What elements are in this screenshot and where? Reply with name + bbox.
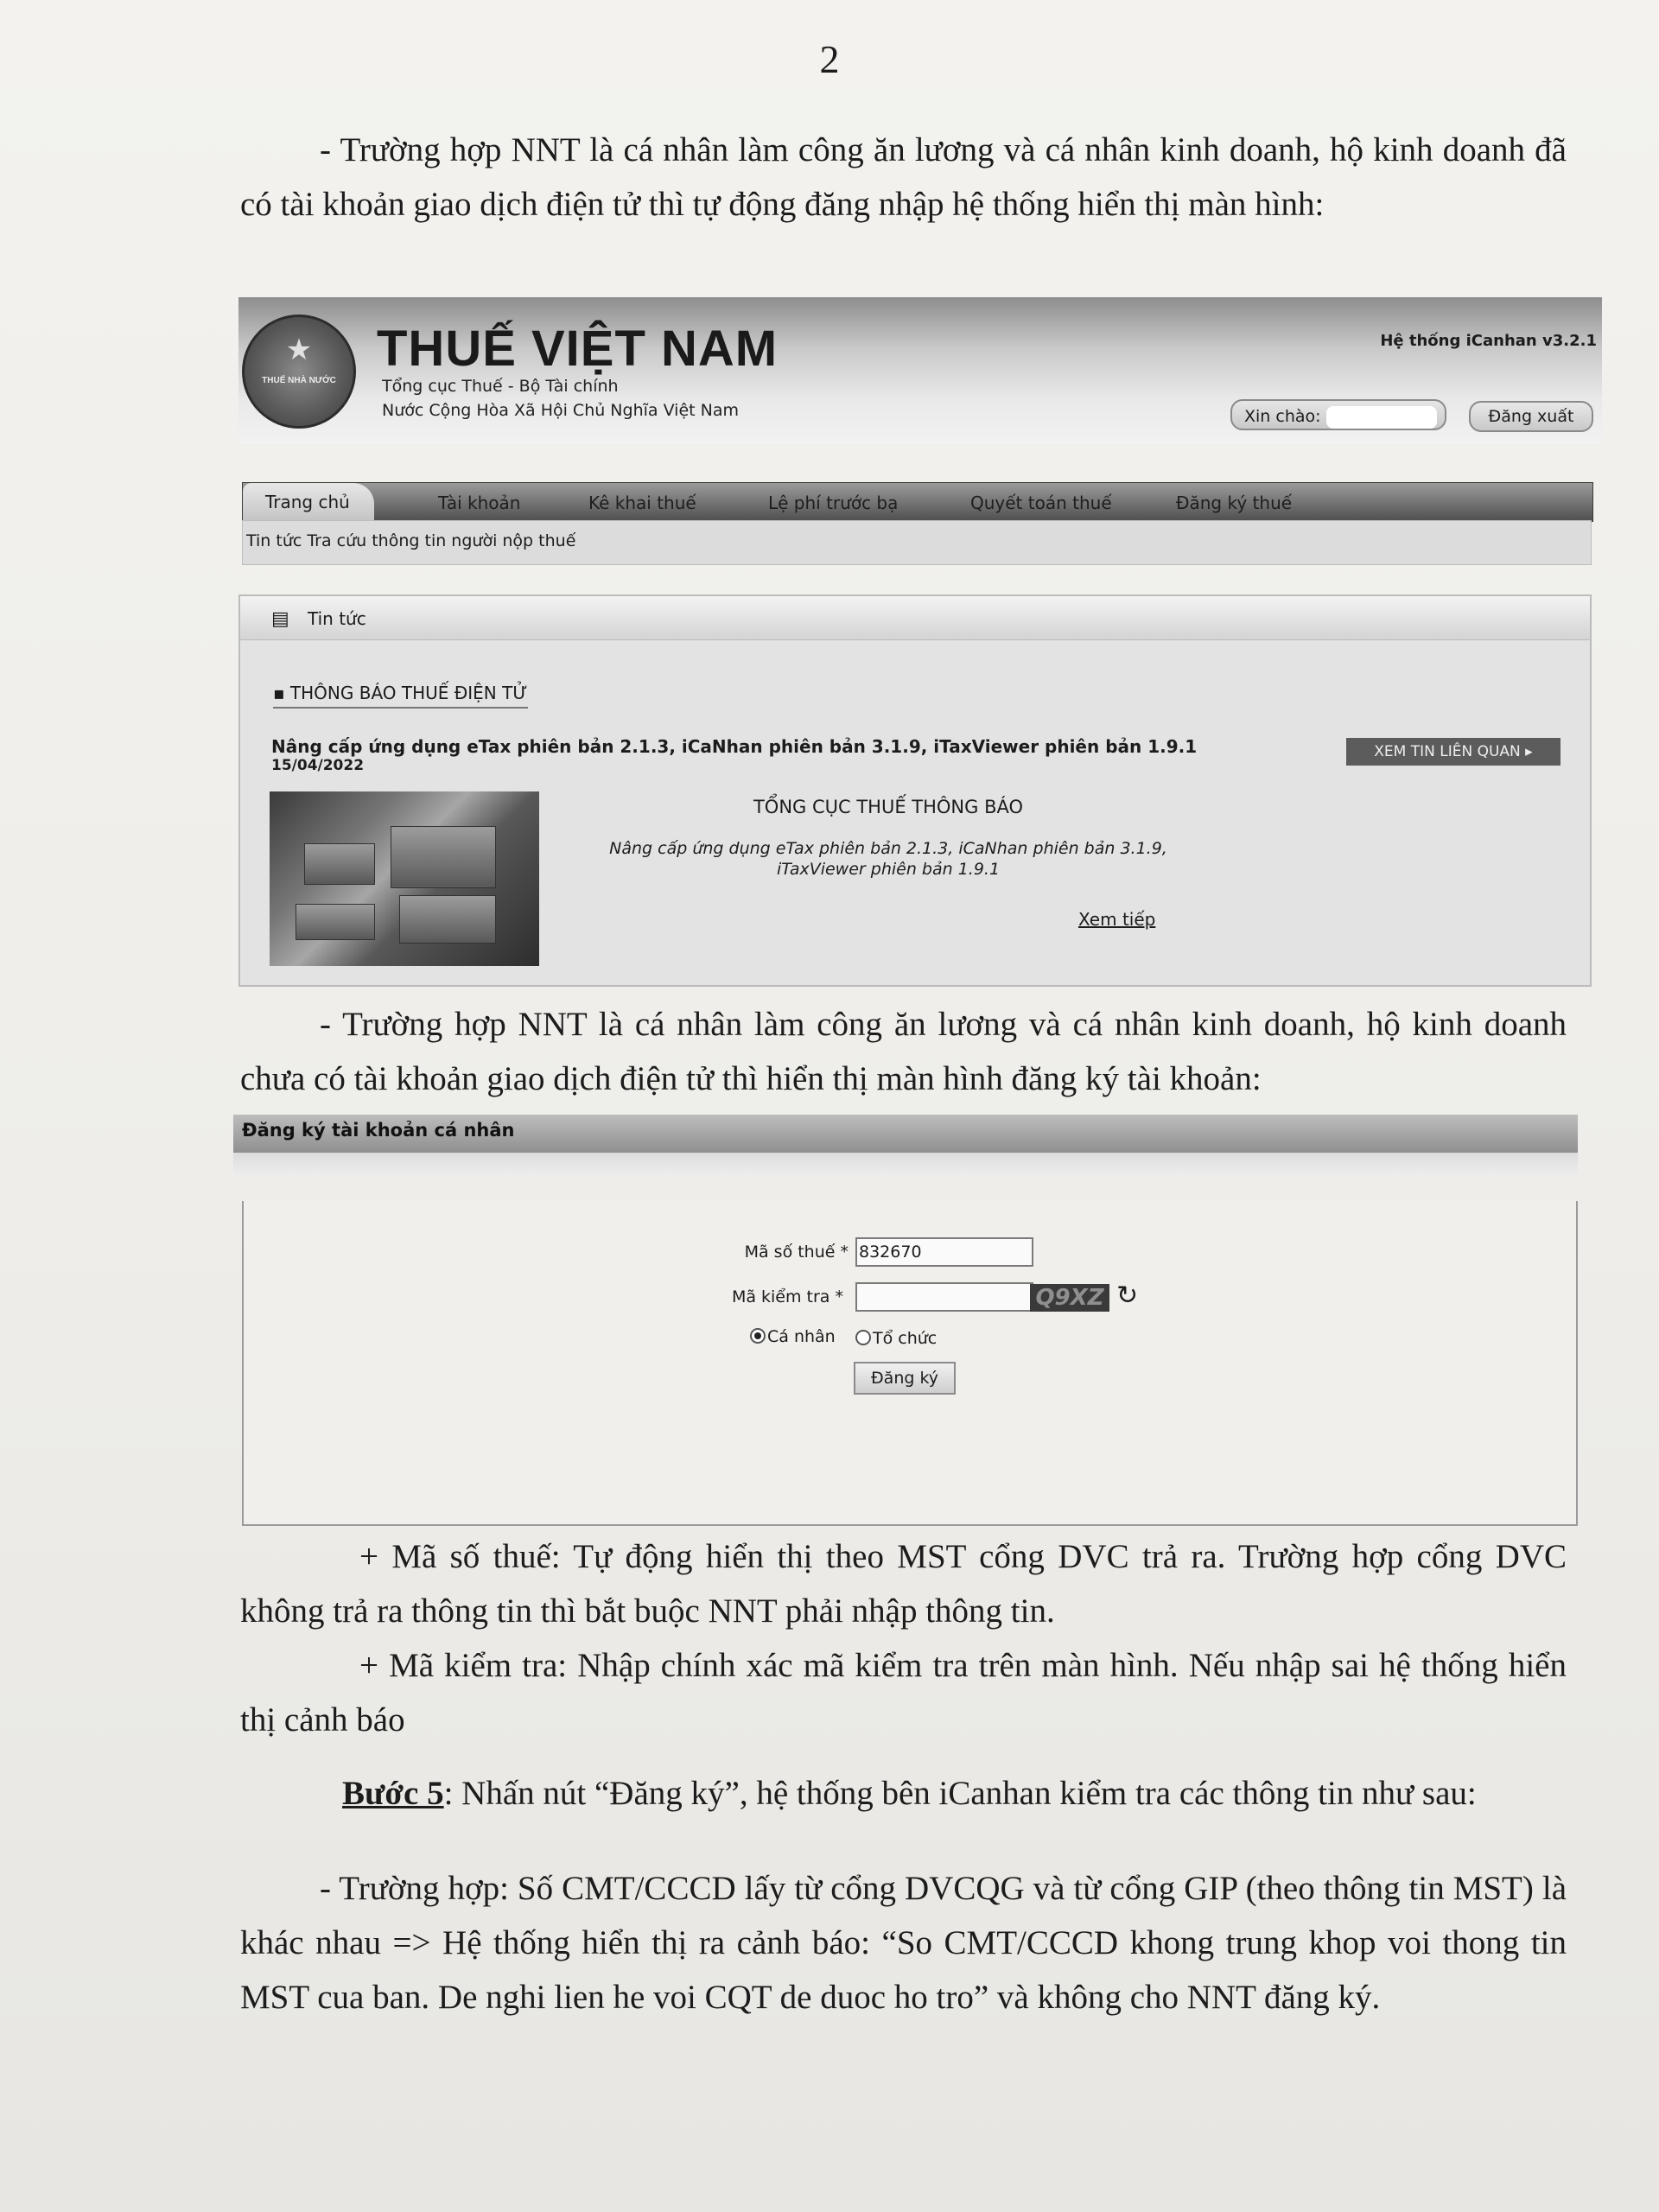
registration-header	[233, 1115, 1578, 1153]
star-icon: ★	[285, 334, 313, 366]
tab-registration-fee[interactable]: Lệ phí trước bạ	[768, 493, 899, 513]
read-more-link[interactable]: Xem tiếp	[1078, 909, 1156, 930]
news-date: 15/04/2022	[271, 757, 365, 774]
related-news-button[interactable]	[1346, 738, 1560, 766]
notice-category	[273, 683, 528, 709]
org-line-1: Tổng cục Thuế - Bộ Tài chính	[382, 377, 619, 396]
paragraph-step-5	[240, 1766, 1567, 1821]
notice-body	[577, 838, 1199, 880]
captcha-image: Q9XZ	[1030, 1284, 1109, 1312]
news-header-title: Tin tức	[308, 608, 366, 629]
step-5-text: : Nhấn nút “Đăng ký”, hệ thống bên iCanhan kiểm tra các thông tin như sau:	[443, 1775, 1477, 1812]
notice-category-text: THÔNG BÁO THUẾ ĐIỆN TỬ	[289, 683, 528, 703]
paragraph-tax-code-note-text: + Mã số thuế: Tự động hiển thị theo MST cổng DVC trả ra. Trường hợp cổng DVC không trả ra thông tin thì bắt buộc NNT phải nhập thông tin.	[240, 1538, 1567, 1630]
thumb-stack-a	[304, 843, 375, 885]
main-nav	[242, 482, 1593, 522]
radio-individual-dot[interactable]	[750, 1328, 766, 1344]
step-5-label: Bước 5	[342, 1775, 444, 1812]
notice-body-line-1: Nâng cấp ứng dụng eTax phiên bản 2.1.3, iCaNhan phiên bản 3.1.9,	[609, 839, 1167, 858]
username-field	[1326, 406, 1437, 429]
tab-account[interactable]: Tài khoản	[438, 493, 521, 513]
notice-body-line-2: iTaxViewer phiên bản 1.9.1	[776, 860, 1001, 879]
caret-right-icon: ▸	[1525, 743, 1533, 760]
page-number: 2	[819, 37, 840, 81]
radio-individual[interactable]	[750, 1327, 836, 1346]
sub-nav	[242, 520, 1592, 565]
paragraph-no-account-text: - Trường hợp NNT là cá nhân làm công ăn lương và cá nhân kinh doanh, hộ kinh doanh chưa có tài khoản giao dịch điện tử thì hiển thị màn hình đăng ký tài khoản:	[240, 1006, 1567, 1097]
paragraph-check-code-note-text: + Mã kiểm tra: Nhập chính xác mã kiểm tra trên màn hình. Nếu nhập sai hệ thống hiển thị cảnh báo	[240, 1647, 1567, 1738]
radio-organization[interactable]	[855, 1329, 937, 1348]
tab-tax-registration[interactable]: Đăng ký thuế	[1176, 493, 1293, 513]
related-news-label: XEM TIN LIÊN QUAN	[1374, 743, 1521, 760]
registration-header-strip	[233, 1153, 1578, 1177]
registration-title: Đăng ký tài khoản cá nhân	[242, 1120, 515, 1141]
tab-tax-finalization[interactable]: Quyết toán thuế	[970, 493, 1112, 513]
refresh-captcha-icon[interactable]: ↻	[1116, 1281, 1139, 1311]
logout-button[interactable]: Đăng xuất	[1469, 401, 1593, 432]
brand-title: THUẾ VIỆT NAM	[377, 321, 779, 377]
registration-form	[242, 1201, 1578, 1526]
tax-code-input[interactable]: 832670	[855, 1237, 1033, 1267]
thumb-stack-b	[391, 826, 496, 888]
paragraph-no-account	[240, 997, 1567, 1106]
bullet-icon: ▪	[273, 683, 290, 703]
news-panel	[238, 594, 1592, 987]
portal-header	[238, 297, 1602, 444]
tab-tax-declaration[interactable]: Kê khai thuế	[588, 493, 696, 513]
greeting-label: Xin chào:	[1244, 407, 1321, 426]
greeting-box	[1230, 399, 1446, 430]
system-version: Hệ thống iCanhan v3.2.1	[1380, 332, 1597, 350]
paragraph-existing-account-text: - Trường hợp NNT là cá nhân làm công ăn lương và cá nhân kinh doanh, hộ kinh doanh đã có tài khoản giao dịch điện tử thì tự động đăng nhập hệ thống hiển thị màn hình:	[240, 131, 1567, 223]
paragraph-tax-code-note	[240, 1529, 1567, 1638]
sub-nav-links[interactable]: Tin tức Tra cứu thông tin người nộp thuế	[246, 531, 576, 550]
news-headline[interactable]: Nâng cấp ứng dụng eTax phiên bản 2.1.3, iCaNhan phiên bản 3.1.9, iTaxViewer phiên bản 1.9.1	[271, 736, 1198, 757]
paragraph-id-mismatch-text: - Trường hợp: Số CMT/CCCD lấy từ cổng DVCQG và từ cổng GIP (theo thông tin MST) là khác nhau => Hệ thống hiển thị ra cảnh báo: “So CMT/CCCD khong trung khop voi thong tin MST cua ban. De nghi lien he voi CQT de duoc ho tro” và không cho NNT đăng ký.	[240, 1870, 1567, 2016]
seal-text: THUẾ NHÀ NƯỚC	[262, 376, 336, 385]
radio-organization-dot[interactable]	[855, 1330, 871, 1345]
check-code-input[interactable]	[855, 1282, 1033, 1312]
news-panel-header	[240, 596, 1590, 640]
radio-organization-label: Tổ chức	[873, 1329, 938, 1348]
notice-title: TỔNG CỤC THUẾ THÔNG BÁO	[753, 797, 1024, 817]
radio-individual-label: Cá nhân	[767, 1327, 836, 1346]
news-icon: ▤	[271, 608, 289, 630]
tax-code-label: Mã số thuế *	[744, 1243, 849, 1262]
news-thumbnail-image	[270, 791, 539, 966]
thumb-stack-c	[399, 895, 496, 944]
register-button[interactable]: Đăng ký	[854, 1362, 956, 1395]
paragraph-existing-account	[240, 123, 1567, 232]
thumb-stack-d	[296, 904, 375, 940]
tax-seal-logo	[242, 315, 356, 429]
check-code-label: Mã kiểm tra *	[731, 1287, 843, 1306]
paragraph-check-code-note	[240, 1638, 1567, 1747]
portal-home-screenshot	[238, 297, 1602, 988]
tab-home[interactable]: Trang chủ	[243, 483, 374, 521]
org-line-2: Nước Cộng Hòa Xã Hội Chủ Nghĩa Việt Nam	[382, 401, 739, 420]
registration-screenshot	[233, 1115, 1578, 1526]
paragraph-id-mismatch	[240, 1861, 1567, 2024]
